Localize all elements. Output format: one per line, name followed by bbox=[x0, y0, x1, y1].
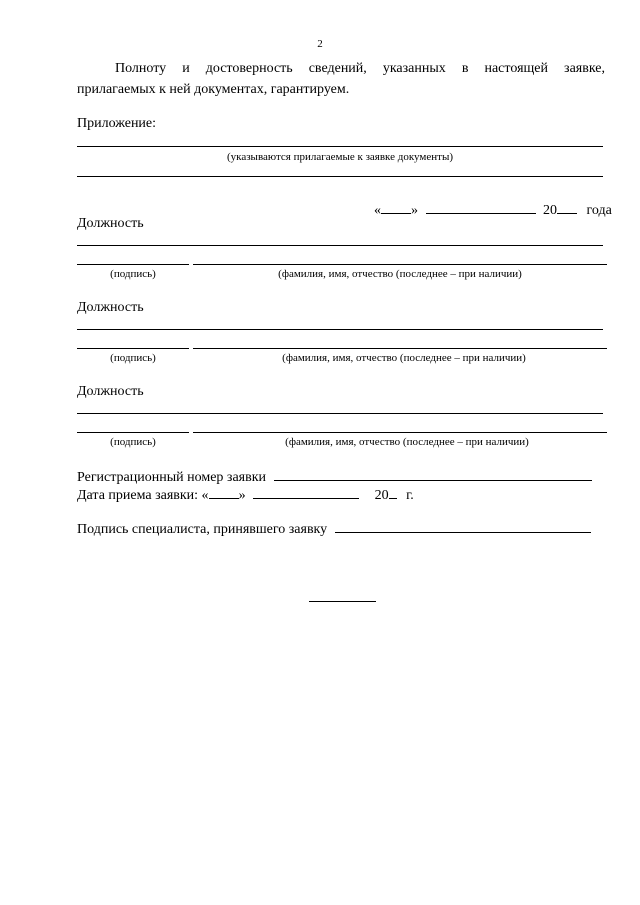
specialist-signature-label: Подпись специалиста, принявшего заявку bbox=[77, 522, 328, 537]
specialist-signature-row bbox=[77, 519, 591, 538]
signature-line-1[interactable] bbox=[77, 264, 189, 265]
date-close-quote: » bbox=[411, 203, 418, 218]
name-line-2[interactable] bbox=[193, 348, 607, 349]
receipt-year-suffix: г. bbox=[406, 488, 414, 503]
attachment-line-2[interactable] bbox=[77, 176, 603, 177]
signature-caption-3: (подпись) bbox=[110, 436, 156, 448]
receipt-date-close-quote: » bbox=[238, 488, 246, 503]
signature-line-3[interactable] bbox=[77, 432, 189, 433]
position-label-3: Должность bbox=[77, 384, 144, 399]
registration-number-row bbox=[77, 467, 592, 486]
guarantee-paragraph bbox=[77, 58, 605, 100]
position-line-1[interactable] bbox=[77, 245, 603, 246]
attachment-line-1[interactable] bbox=[77, 146, 603, 147]
receipt-day-blank[interactable] bbox=[209, 485, 239, 499]
receipt-year-blank[interactable] bbox=[389, 485, 397, 499]
attachment-label: Приложение: bbox=[77, 116, 157, 131]
receipt-date-row bbox=[77, 485, 414, 504]
name-caption-3: (фамилия, имя, отчество (последнее – при наличии) bbox=[285, 436, 529, 448]
date-year-blank[interactable] bbox=[557, 200, 577, 214]
registration-number-field[interactable] bbox=[274, 467, 592, 481]
attachment-caption: (указываются прилагаемые к заявке документы) bbox=[226, 151, 453, 163]
signature-caption-2: (подпись) bbox=[110, 352, 156, 364]
name-caption-1: (фамилия, имя, отчество (последнее – при наличии) bbox=[278, 268, 522, 280]
name-line-3[interactable] bbox=[193, 432, 607, 433]
receipt-date-label: Дата приема заявки: « bbox=[77, 488, 209, 503]
date-line bbox=[374, 200, 612, 219]
date-year-prefix: 20 bbox=[543, 203, 557, 218]
date-open-quote: « bbox=[374, 203, 381, 218]
receipt-year-prefix: 20 bbox=[374, 488, 389, 503]
guarantee-line-1: Полноту и достоверность сведений, указанных в настоящей заявке, bbox=[115, 61, 605, 76]
position-line-2[interactable] bbox=[77, 329, 603, 330]
date-month-blank[interactable] bbox=[426, 200, 536, 214]
position-line-3[interactable] bbox=[77, 413, 603, 414]
date-day-blank[interactable] bbox=[381, 200, 411, 214]
closing-divider bbox=[309, 601, 376, 602]
signature-caption-1: (подпись) bbox=[110, 268, 156, 280]
position-label-2: Должность bbox=[77, 300, 144, 315]
specialist-signature-field[interactable] bbox=[335, 519, 591, 533]
name-line-1[interactable] bbox=[193, 264, 607, 265]
name-caption-2: (фамилия, имя, отчество (последнее – при наличии) bbox=[282, 352, 526, 364]
guarantee-line-2: прилагаемых к ней документах, гарантируем. bbox=[77, 82, 350, 97]
receipt-month-blank[interactable] bbox=[253, 485, 359, 499]
registration-number-label: Регистрационный номер заявки bbox=[77, 470, 267, 485]
position-label-1: Должность bbox=[77, 216, 144, 231]
signature-line-2[interactable] bbox=[77, 348, 189, 349]
page-number: 2 bbox=[317, 38, 323, 50]
date-year-suffix: года bbox=[586, 203, 612, 218]
